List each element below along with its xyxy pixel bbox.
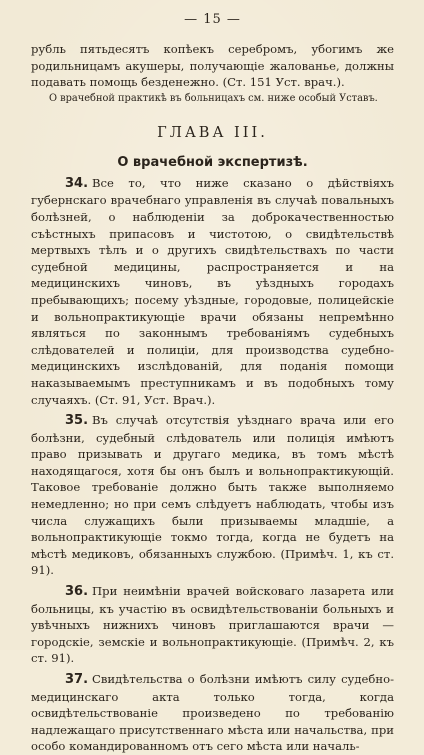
article-number: 34. [65, 175, 89, 191]
article-text: Все то, что ниже сказано о дѣйствіяхъ губернскаго врачебнаго управленія въ случаѣ повальныхъ болѣзней, о наблюденіи за доброкачественностью съѣстныхъ припасовъ и чистотою, о свидѣтельствѣ мертвыхъ тѣлъ и о другихъ свидѣтельствахъ по части судебной медицины, распространяется и на медицинскихъ чиновъ, въ уѣздныхъ городахъ пребывающихъ; посему уѣздные, городовые, полицейскіе и вольнопрактикующіе врачи обязаны непремѣнно являться по законнымъ требованіямъ судебныхъ слѣдователей и полиціи, для производства судебно-медицинскихъ изслѣдованій, для поданія помощи наказываемымъ преступникамъ и въ подобныхъ тому случаяхъ. (Ст. 91, Уст. Врач.). [31, 175, 394, 407]
article-36 [31, 583, 394, 667]
page-number: — 15 — [184, 12, 241, 27]
article-text: Въ случаѣ отсутствія уѣзднаго врача или его болѣзни, судебный слѣдователь или полиція имѣютъ право призывать и другаго медика, въ томъ мѣстѣ находящагося, хотя бы онъ былъ и вольнопрактикующій. Таковое требованіе должно быть также выполняемо немедленно; но при семъ слѣдуетъ наблюдать, чтобы изъ числа служащихъ были призываемы младшіе, а вольнопрактикующіе токмо тогда, когда не будетъ на мѣстѣ медиковъ, обязанныхъ службою. (Примѣч. 1, къ ст. 91). [31, 413, 394, 578]
article-37 [31, 671, 394, 755]
article-number: 36. [65, 584, 89, 600]
article-34 [31, 175, 394, 408]
article-number: 35. [65, 413, 89, 429]
article-number: 37. [65, 672, 89, 687]
article-text: При неимѣніи врачей войсковаго лазарета или больницы, къ участію въ освидѣтельствованіи больныхъ и увѣчныхъ нижнихъ чиновъ приглашаются врачи — городскіе, земскіе и вольнопрактикующіе. (Примѣч. 2, къ ст. 91). [31, 584, 394, 666]
chapter-subtitle: О врачебной экспертизѣ. [117, 154, 308, 170]
article-35 [31, 412, 394, 579]
chapter-title: ГЛАВА III. [157, 124, 268, 141]
intro-paragraph: рубль пятьдесятъ копѣекъ серебромъ, убогимъ же родильницамъ акушеры, получающіе жалованье, должны подавать помощь безденежно. (Ст. 151 Уст. врач.). [31, 42, 394, 90]
article-text: Свидѣтельства о болѣзни имѣютъ силу судебно-медицинскаго акта только тогда, когда освидѣтельствованіе произведено по требованію надлежащаго присутственнаго мѣста или начальства, при особо командированномъ отъ сего мѣста или началь- [31, 672, 394, 754]
intro-note: О врачебной практикѣ въ больницахъ см. ниже особый Уставъ. [49, 92, 378, 104]
